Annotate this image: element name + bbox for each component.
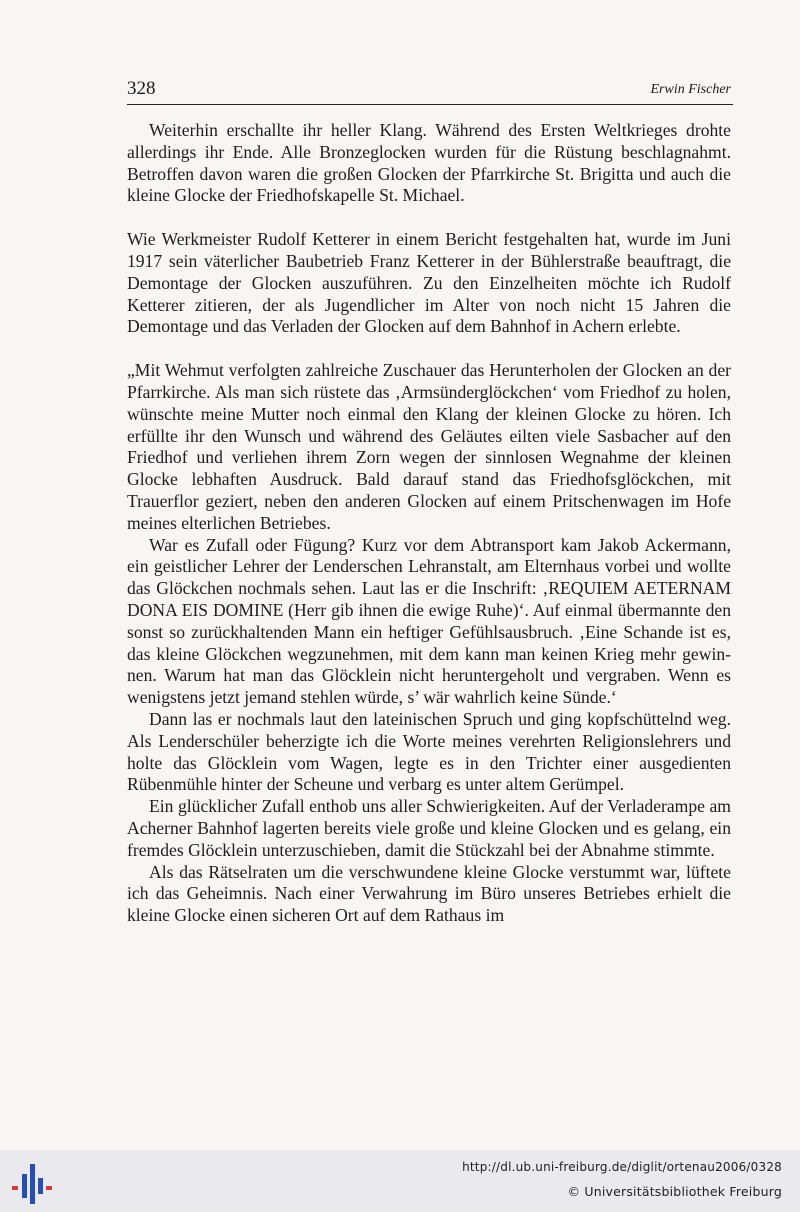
paragraph-7: Als das Rätselraten um die verschwundene kleine Glocke verstummt war, lüftete ich das Geheimnis. Nach einer Verwahrung im Büro unseres Betriebes erhielt die kleine Glocke einen sicheren Ort auf dem Rathaus im [127, 861, 731, 926]
paragraph-6: Ein glücklicher Zufall enthob uns aller Schwierigkeiten. Auf der Verladerampe am Acherner Bahnhof lagerten bereits viele große und kleine Glocken und es gelang, ein fremdes Glöcklein unterzuschieben, damit die Stückzahl bei der Abnahme stimmte. [127, 796, 731, 860]
paragraph-1: Weiterhin erschallte ihr heller Klang. Während des Ersten Weltkrieges drohte allerdings ihr Ende. Alle Bronzeglocken wurden für die Rüstung beschlagnahmt. Betroffen davon waren die großen Glocken der Pfarrkirche St. Brigitta und auch die kleine Glocke der Friedhofskapelle St. Michael. [127, 120, 731, 206]
ub-freiburg-logo-icon[interactable] [10, 1164, 54, 1204]
running-head-author: Erwin Fischer [650, 82, 731, 97]
viewer-footer [0, 1150, 800, 1212]
permalink-url[interactable]: http://dl.ub.uni-freiburg.de/diglit/ortenau2006/0328 [462, 1160, 782, 1174]
page-number: 328 [127, 78, 156, 99]
paragraph-3: „Mit Wehmut verfolgten zahlreiche Zuschauer das Herunterholen der Glocken an der Pfarrkirche. Als man sich rüstete das ‚Armsünderglöckchen‘ vom Friedhof zu holen, wünschte meine Mutter noch einmal den Klang der kleinen Glocke zu hören. Ich erfüllte ihr den Wunsch und während des Geläutes eilten viele Sasbacher auf den Friedhof und verliehen ihrem Zorn wegen der sinnlosen Wegnahme der kleinen Glocke lebhaften Ausdruck. Bald darauf stand das Friedhofsglöckchen, mit Trauerflor geziert, neben den anderen Glocken auf einem Pritschenwagen im Hofe meines elterlichen Betriebes. [127, 360, 731, 533]
copyright-notice: © Universitätsbibliothek Freiburg [567, 1184, 782, 1199]
body-text [127, 120, 731, 927]
paragraph-5: Dann las er nochmals laut den lateinischen Spruch und ging kopfschüttelnd weg. Als Lenderschüler beherzigte ich die Worte meines verehrten Religionslehrers und holte das Glöcklein vom Wagen, legte es in den Trichter einer ausgedienten Rübenmühle hinter der Scheune und verbarg es unter altem Gerümpel. [127, 708, 731, 795]
paragraph-4: War es Zufall oder Fügung? Kurz vor dem Abtransport kam Jakob Ackermann, ein geistlicher Lehrer der Lenderschen Lehranstalt, am Elternhaus vorbei und wollte das Glöckchen nochmals sehen. Laut las er die Inschrift: ‚REQUIEM AETERNAM DONA EIS DOMINE (Herr gib ihnen die ewige Ruhe)‘. Auf einmal übermannte den sonst so zurückhaltenden Mann ein heftiger Gefühlsausbruch. ‚Eine Schande ist es, das kleine Glöckchen wegzunehmen, mit dem kann man keinen Krieg mehr gewinnen. Warum hat man das Glöcklein nicht heruntergeholt und vergraben. Wenn es wenigstens jetzt jemand stehlen würde, s’ wär wahrlich keine Sünde.‘ [127, 534, 731, 708]
page-header [127, 78, 733, 105]
paragraph-2: Wie Werkmeister Rudolf Ketterer in einem Bericht festgehalten hat, wurde im Juni 1917 sein väterlicher Baubetrieb Franz Ketterer in der Bühlerstraße beauftragt, die Demontage der Glocken auszuführen. Zu den Einzelheiten möchte ich Rudolf Ketterer zitieren, der als Jugendlicher im Alter von noch nicht 15 Jahren die Demontage und das Verladen der Glocken auf dem Bahnhof in Achern erlebte. [127, 229, 731, 337]
